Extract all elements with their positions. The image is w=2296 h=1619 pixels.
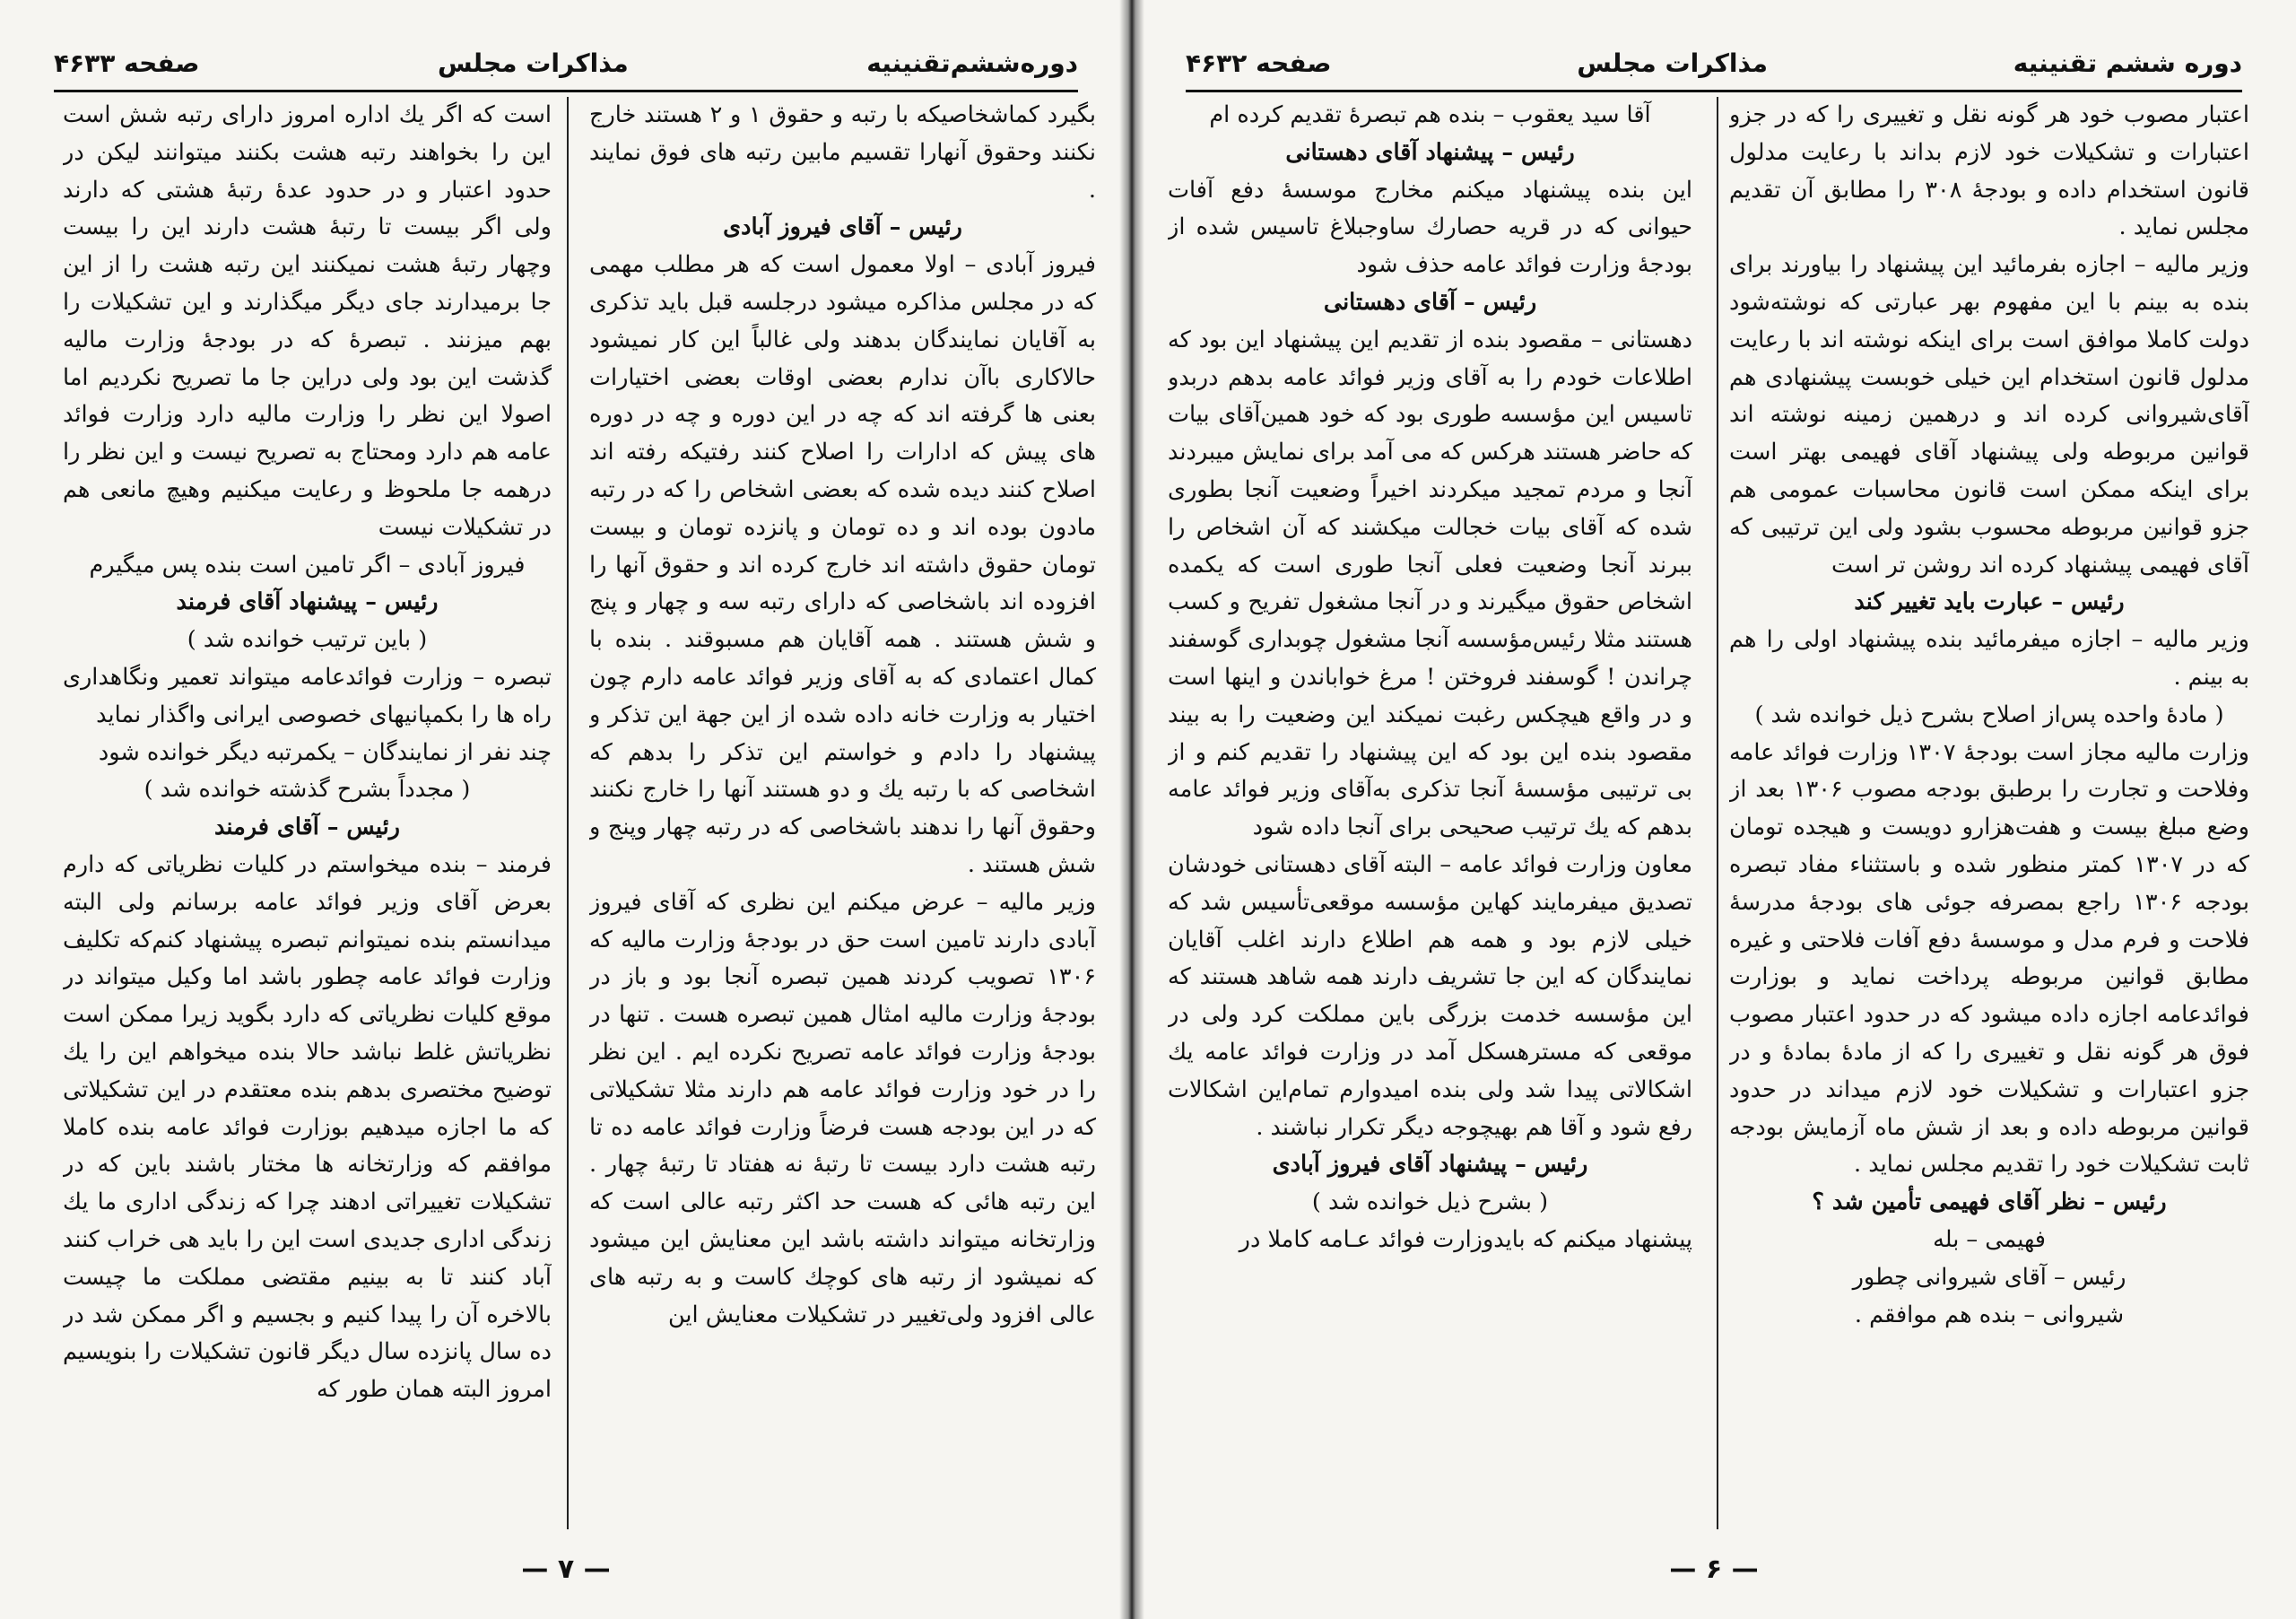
stage-direction: ( مجدداً بشرح گذشته خوانده شد ) — [144, 776, 471, 804]
speaker-line: رئیس – پیشنهاد آقای فیروز آبادی — [1272, 1151, 1588, 1179]
paragraph: دهستانی – مقصود بنده از تقدیم این پیشنهاد این بود که اطلاعات خودم را به آقای وزیر فوائد عامه بدهم دربدو تاسیس این مؤسسه طوری بود که خود همین‌آقای بیات که حاضر هستند هرکس که می آمد برای نمایش میبردند آنجا و مردم تمجید میکردند اخیراً وضعیت آنجا بطوری شده که آقای بیات خجالت میکشند که آن اشخاص را ببرند آنجا وضعیت فعلی آنجا طوری است که یکمده اشخاص حقوق میگیرند و در آنجا مشغول تفریح و کسب هستند مثلا رئیس‌مؤسسه آنجا مشغول چوبداری گوسفند چراندن ! گوسفند فروختن ! مرغ خواباندن و اینها است و در واقع هیچکس رغبت نمیکند این وضعیت را به بیند مقصود بنده این بود که این پیشنهاد را تقدیم کنم و از بی ترتیبی مؤسسهٔ آنجا تذکری به‌آقای وزیر فوائد عامه بدهم که یك ترتیب صحیحی برای آنجا داده شود — [1168, 326, 1692, 841]
right-page-number-label: صفحه ۴۶۳۲ — [1186, 48, 1332, 78]
speaker-line: رئیس – آقای شیروانی چطور — [1852, 1263, 2126, 1291]
right-page-journal-title: مذاکرات مجلس — [1577, 48, 1769, 78]
left-page-session-label: دوره‌ششم‌تقنینیه — [866, 48, 1078, 78]
speaker-line: شیروانی – بنده هم موافقم . — [1854, 1301, 2125, 1328]
paragraph: وزیر مالیه – اجازه بفرمائید این پیشنهاد را بیاورند برای بنده به بینم با این مفهوم بهر عبارتی که نوشته‌شود دولت کاملا موافق است برای اینکه نوشته اند با رعایت مدلول قانون استخدام این خیلی خوبست پیشنهادی هم آقای‌شیروانی کرده اند و درهمین زمینه نوشته اند قوانین مربوطه ولی پیشنهاد آقای فهیمی بهتر است برای اینکه ممکن است قانون محاسبات عمومی هم جزو قوانین مربوطه محسوب بشود ولی این ترتیبی که آقای فهیمی پیشنهاد کرده اند روشن تر است — [1729, 251, 2249, 579]
paragraph: وزیر مالیه – عرض میکنم این نظری که آقای فیروز آبادی دارند تامین است حق در بودجهٔ وزارت مالیه که ۱۳۰۶ تصویب کردند همین تبصره آنجا بود و باز در بودجهٔ وزارت مالیه امثال همین تبصره هست . تنها در بودجهٔ وزارت فوائد عامه تصریح نکرده ایم . این نظر را در خود وزارت فوائد عامه هم دارند مثلا تشکیلاتی که در این بودجه هست فرضاً وزارت فوائد عامه ده تا رتبه هشت دارد بیست تا رتبهٔ نه هفتاد تا رتبهٔ چهار . این رتبه هائی که هست حد اکثر رتبه عالی است که وزارتخانه میتواند داشته باشد این معنایش این میشود که نمیشود از رتبه های کوچك کاست و به رتبه های عالی افزود ولی‌تغییر در تشکیلات معنایش این — [589, 888, 1096, 1328]
left-page-right-column — [589, 97, 1096, 1529]
paragraph: بگیرد کماشخاصیکه با رتبه و حقوق ۱ و ۲ هستند خارج نکنند وحقوق آنهارا تقسیم مابین رتبه های فوق نمایند . — [589, 101, 1096, 204]
right-page-session-label: دوره ششم تقنینیه — [2013, 48, 2242, 78]
speaker-line: رئیس – آقای دهستانی — [1323, 288, 1537, 316]
stage-direction: ( باین ترتیب خوانده شد ) — [187, 626, 428, 654]
paragraph: اعتبار مصوب خود هر گونه نقل و تغییری را که در جزو اعتبارات و تشکیلات خود لازم بداند با رعایت مدلول قانون استخدام داده و بودجهٔ ۳۰۸ را مطابق آن تقدیم مجلس نماید . — [1729, 101, 2249, 241]
paragraph: تبصره – وزارت فوائدعامه میتواند تعمیر ونگاهداری راه ها را بکمپانیهای خصوصی ایرانی واگذار نماید — [63, 663, 552, 728]
left-page-number-label: صفحه ۴۶۳۳ — [54, 48, 200, 78]
speaker-line: آقا سید یعقوب – بنده هم تبصرهٔ تقدیم کرده ام — [1209, 101, 1651, 128]
left-page-journal-title: مذاکرات مجلس — [437, 48, 629, 78]
right-page-header — [1186, 36, 2242, 92]
speaker-line: رئیس – آقای فرمند — [213, 814, 400, 841]
speaker-line: رئیس – عبارت باید تغییر کند — [1854, 588, 2125, 616]
paragraph: معاون وزارت فوائد عامه – البته آقای دهستانی خودشان تصدیق میفرمایند کهاین مؤسسه موقعی‌تأسیس شد که خیلی لازم بود و همه هم اطلاع دارند اغلب آقایان نمایندگان که این جا تشریف دارند همه شاهد هستند که این مؤسسه خدمت بزرگی باین مملکت کرد ولی در موقعی که مسترهسکل آمد در وزارت فوائد عامه یك اشکالاتی پیدا شد ولی بنده امیدوارم تمام‌این اشکالات رفع شود و آقا هم بهیچوجه دیگر تکرار نباشند . — [1168, 850, 1692, 1141]
stage-direction: ( بشرح ذیل خوانده شد ) — [1311, 1188, 1549, 1216]
right-page-folio: — ۶ — — [1669, 1554, 1759, 1585]
left-page — [0, 0, 1132, 1619]
left-page-folio: — ۷ — — [521, 1554, 611, 1585]
right-page-right-column — [1729, 97, 2249, 1529]
paragraph: این بنده پیشنهاد میکنم مخارج موسسهٔ دفع آفات حیوانی که در قریه حصارك ساوجبلاغ تاسیس شده از بودجهٔ وزارت فوائد عامه حذف شود — [1168, 176, 1692, 279]
speaker-line: رئیس – نظر آقای فهیمی تأمین شد ؟ — [1812, 1188, 2167, 1216]
paragraph: وزارت مالیه مجاز است بودجهٔ ۱۳۰۷ وزارت فوائد عامه وفلاحت و تجارت را برطبق بودجه مصوب ۱۳۰۶ بعد از وضع مبلغ بیست و هفت‌هزارو دویست و هیجده تومان که در ۱۳۰۷ کمتر منظور شده و باستثناء مفاد تبصره بودجه ۱۳۰۶ راجع بمصرفه جوئی های بودجهٔ مدرسهٔ فلاحت و فرم مدل و موسسهٔ دفع آفات فلاحتی و غیره مطابق قوانین مربوطه پرداخت نماید و بوزارت فوائدعامه اجازه داده میشود که در حدود اعتبار مصوب فوق هر گونه نقل و تغییری را که از مادهٔ بمادهٔ و در جزو اعتبارات و تشکیلات خود لازم میداند در حدود قوانین مربوطه داده و بعد از شش ماه آزمایش بودجه ثابت تشکیلات خود را تقدیم مجلس نماید . — [1729, 738, 2249, 1179]
paragraph: چند نفر از نمایندگان – یکمرتبه دیگر خوانده شود — [98, 738, 552, 766]
left-page-header — [54, 36, 1078, 92]
left-page-left-column — [63, 97, 552, 1529]
right-page-left-column — [1168, 97, 1692, 1529]
paragraph: فیروز آبادی – اولا معمول است که هر مطلب مهمی که در مجلس مذاکره میشود درجلسه قبل باید تذکری به آقایان نمایندگان بدهند ولی غالباً این کار نمیشود حالاکاری باآن ندارم بعضی اوقات بعضی اختیارات بعنی ها گرفته اند که چه در این دوره و چه در دوره های پیش که ادارات را اصلاح کنند رفتیکه رفته اند اصلاح کنند دیده شده که بعضی اشخاص را که در رتبه مادون بوده اند و ده تومان و پانزده تومان و بیست تومان حقوق داشته اند خارج کرده اند و حقوق آنها را افزوده اند باشخاصی که دارای رتبه سه و چهار و پنج و شش هستند . همه آقایان هم مسبوقند . بنده با کمال اعتمادی که به آقای وزیر فوائد عامه دارم چون اختیار به وزارت خانه داده شده از این جهة این تذکر و پیشنهاد را دادم و خواستم این تذکر را بدهم که اشخاصی که با رتبه یك و دو هستند آنها را خارج نکنند وحقوق آنها را ندهند باشخاصی که در رتبه چهار وپنج و شش هستند . — [589, 251, 1096, 878]
speaker-line: فهیمی – بله — [1933, 1225, 2046, 1253]
paragraph: است که اگر یك اداره امروز دارای رتبه شش است این را بخواهند رتبه هشت بکنند میتوانند لیکن در حدود اعتبار و در حدود عدهٔ رتبهٔ هشتی که دارند ولی اگر بیست تا رتبهٔ هشت دارند این را بیست وچهار رتبهٔ هشت نمیکنند این رتبه هشت را از این جا برمیدارند جای دیگر میگذارند و این تشکیلات را بهم میزنند . تبصرهٔ که در بودجهٔ وزارت مالیه گذشت این بود ولی دراین جا ما تصریح نکردیم اما اصولا این نظر را وزارت مالیه دارد وزارت فوائد عامه هم دارد ومحتاج به تصریح نیست و این نظر را درهمه جا ملحوظ و رعایت میکنیم وهیچ مانعی هم در تشکیلات نیست — [63, 101, 552, 541]
speaker-line: رئیس – پیشنهاد آقای دهستانی — [1285, 138, 1575, 166]
book-gutter — [1119, 0, 1144, 1619]
column-divider — [1717, 97, 1718, 1529]
speaker-line: رئیس – آقای فیروز آبادی — [723, 213, 962, 241]
paragraph: پیشنهاد میکنم که بایدوزارت فوائد عـامه کاملا در — [1239, 1225, 1692, 1253]
speaker-line: فیروز آبادی – اگر تامین است بنده پس میگیرم — [89, 551, 526, 579]
paragraph: وزیر مالیه – اجازه میفرمائید بنده پیشنهاد اولی را هم به بینم . — [1729, 626, 2249, 691]
paragraph: فرمند – بنده میخواستم در کلیات نظریاتی که دارم بعرض آقای وزیر فوائد عامه برسانم ولی البته میدانستم بنده نمیتوانم تبصره پیشنهاد کنم‌که تکلیف وزارت فوائد عامه چطور باشد اما وکیل میتواند در موقع کلیات نظریاتی که دارد بگوید زیرا ممکن است نظریاتش غلط نباشد حالا بنده میخواهم این را یك توضیح مختصری بدهم بنده معتقدم در این تشکیلاتی که ما اجازه میدهیم بوزارت فوائد عامه بنده کاملا موافقم که وزارتخانه ها مختار باشند باین که در تشکیلات تغییراتی ادهند چرا که زندگی اداری ما یك زندگی اداری جدیدی است این را باید هی خراب کنند آباد کنند تا به بینیم مقتضی مملکت ما چیست بالاخره آن را پیدا کنیم و بجسیم و اگر ممکن شد در ده سال پانزده سال دیگر قانون تشکیلات را بنویسیم امروز البته همان طور که — [63, 850, 552, 1404]
stage-direction: ( مادهٔ واحده پس‌از اصلاح بشرح ذیل خوانده شد ) — [1754, 701, 2224, 728]
right-page — [1132, 0, 2296, 1619]
column-divider — [567, 97, 569, 1529]
speaker-line: رئیس – پیشنهاد آقای فرمند — [176, 588, 439, 616]
